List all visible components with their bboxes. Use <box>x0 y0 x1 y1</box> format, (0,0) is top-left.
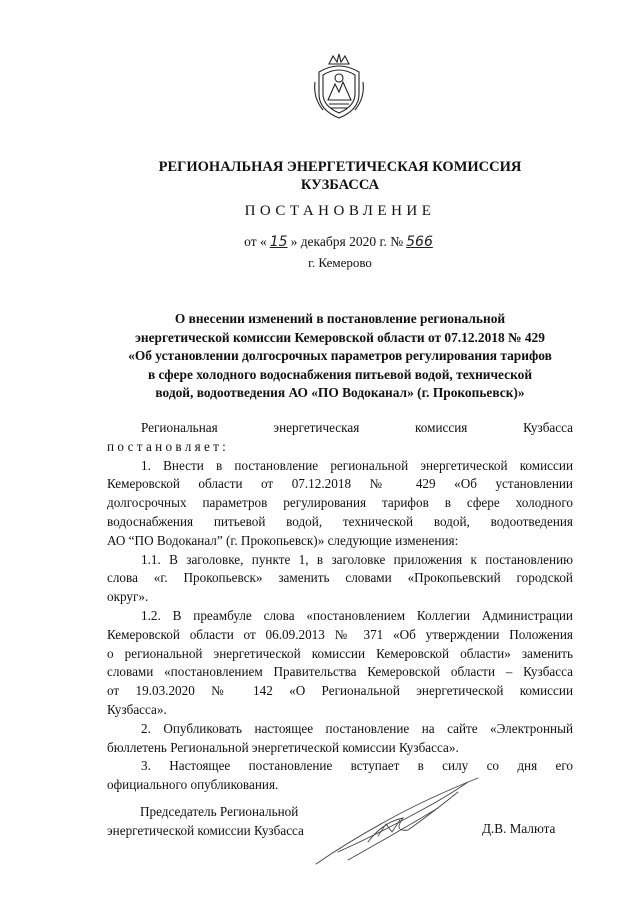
document-title <box>98 310 582 403</box>
paragraph-1-2-line: 1.2. В преамбуле слова «постановлением Коллегии Администрации <box>141 607 573 623</box>
title-line: энергетической комиссии Кемеровской области от 07.12.2018 № 429 <box>135 329 545 345</box>
document-body <box>107 419 573 795</box>
paragraph-1-2-line: Кемеровской области от 06.09.2013 № 371 «Об утверждении Положения <box>107 626 573 642</box>
org-name-line1: РЕГИОНАЛЬНАЯ ЭНЕРГЕТИЧЕСКАЯ КОМИССИЯ <box>158 159 522 175</box>
document-type: ПОСТАНОВЛЕНИЕ <box>244 203 436 219</box>
paragraph-1-line: водоснабжения питьевой водой, технической водой, водоотведения <box>107 513 573 529</box>
signer-position-line: энергетической комиссии Кузбасса <box>107 823 304 838</box>
coat-of-arms-icon <box>311 52 367 122</box>
signer-name: Д.В. Малюта <box>482 821 556 836</box>
paragraph-1-line: Кемеровской области от 07.12.2018 № 429 «Об установлении <box>107 476 573 492</box>
paragraph-1-2-line: о региональной энергетической комиссии Кемеровской области» заменить <box>107 645 573 661</box>
paragraph-1-2-line: словами «постановлением Правительства Кемеровской области – Кузбасса <box>107 664 573 680</box>
signer-position-line: Председатель Региональной <box>140 804 299 819</box>
title-line: в сфере холодного водоснабжения питьевой водой, технической <box>147 366 533 382</box>
paragraph-1-1-line: 1.1. В заголовке, пункте 1, в заголовке приложения к постановлению <box>141 551 573 567</box>
date-day: 15 <box>269 234 288 250</box>
paragraph-3-line: 3. Настоящее постановление вступает в силу со дня его <box>141 758 573 774</box>
org-name-line2: КУЗБАССА <box>300 177 380 193</box>
intro-line: постановляет: <box>107 438 230 454</box>
title-line: водой, водоотведения АО «ПО Водоканал» (г. Прокопьевск)» <box>155 385 525 401</box>
paragraph-3-line: официального опубликования. <box>107 777 279 793</box>
city: г. Кемерово <box>308 255 372 270</box>
date-prefix: от « <box>244 234 267 249</box>
paragraph-1-line: АО “ПО Водоканал” (г. Прокопьевск)» следующие изменения: <box>107 532 459 548</box>
paragraph-1-line: 1. Внести в постановление региональной энергетической комиссии <box>141 457 573 473</box>
date-line <box>90 234 590 250</box>
paragraph-1-2-line: от 19.03.2020 № 142 «О Региональной энергетической комиссии <box>107 683 573 699</box>
paragraph-1-2-line: Кузбасса». <box>107 701 167 717</box>
title-line: О внесении изменений в постановление региональной <box>174 311 506 326</box>
title-line: «Об установлении долгосрочных параметров регулирования тарифов <box>128 348 552 364</box>
paragraph-1-1-line: слова «г. Прокопьевск» заменить словами «Прокопьевский городской <box>107 570 573 586</box>
intro-line: Региональная энергетическая комиссия Кузбасса <box>141 420 573 435</box>
handwritten-signature <box>308 772 488 872</box>
date-middle: » декабря 2020 г. № <box>290 234 404 249</box>
paragraph-1-line: долгосрочных параметров регулирования тарифов в сфере холодного <box>107 495 573 511</box>
paragraph-1-1-line: округ». <box>107 589 149 605</box>
document-number: 566 <box>406 234 433 250</box>
signer-position <box>107 802 304 840</box>
paragraph-2-line: 2. Опубликовать настоящее постановление на сайте «Электронный <box>141 720 573 736</box>
paragraph-2-line: бюллетень Региональной энергетической комиссии Кузбасса». <box>107 739 459 755</box>
